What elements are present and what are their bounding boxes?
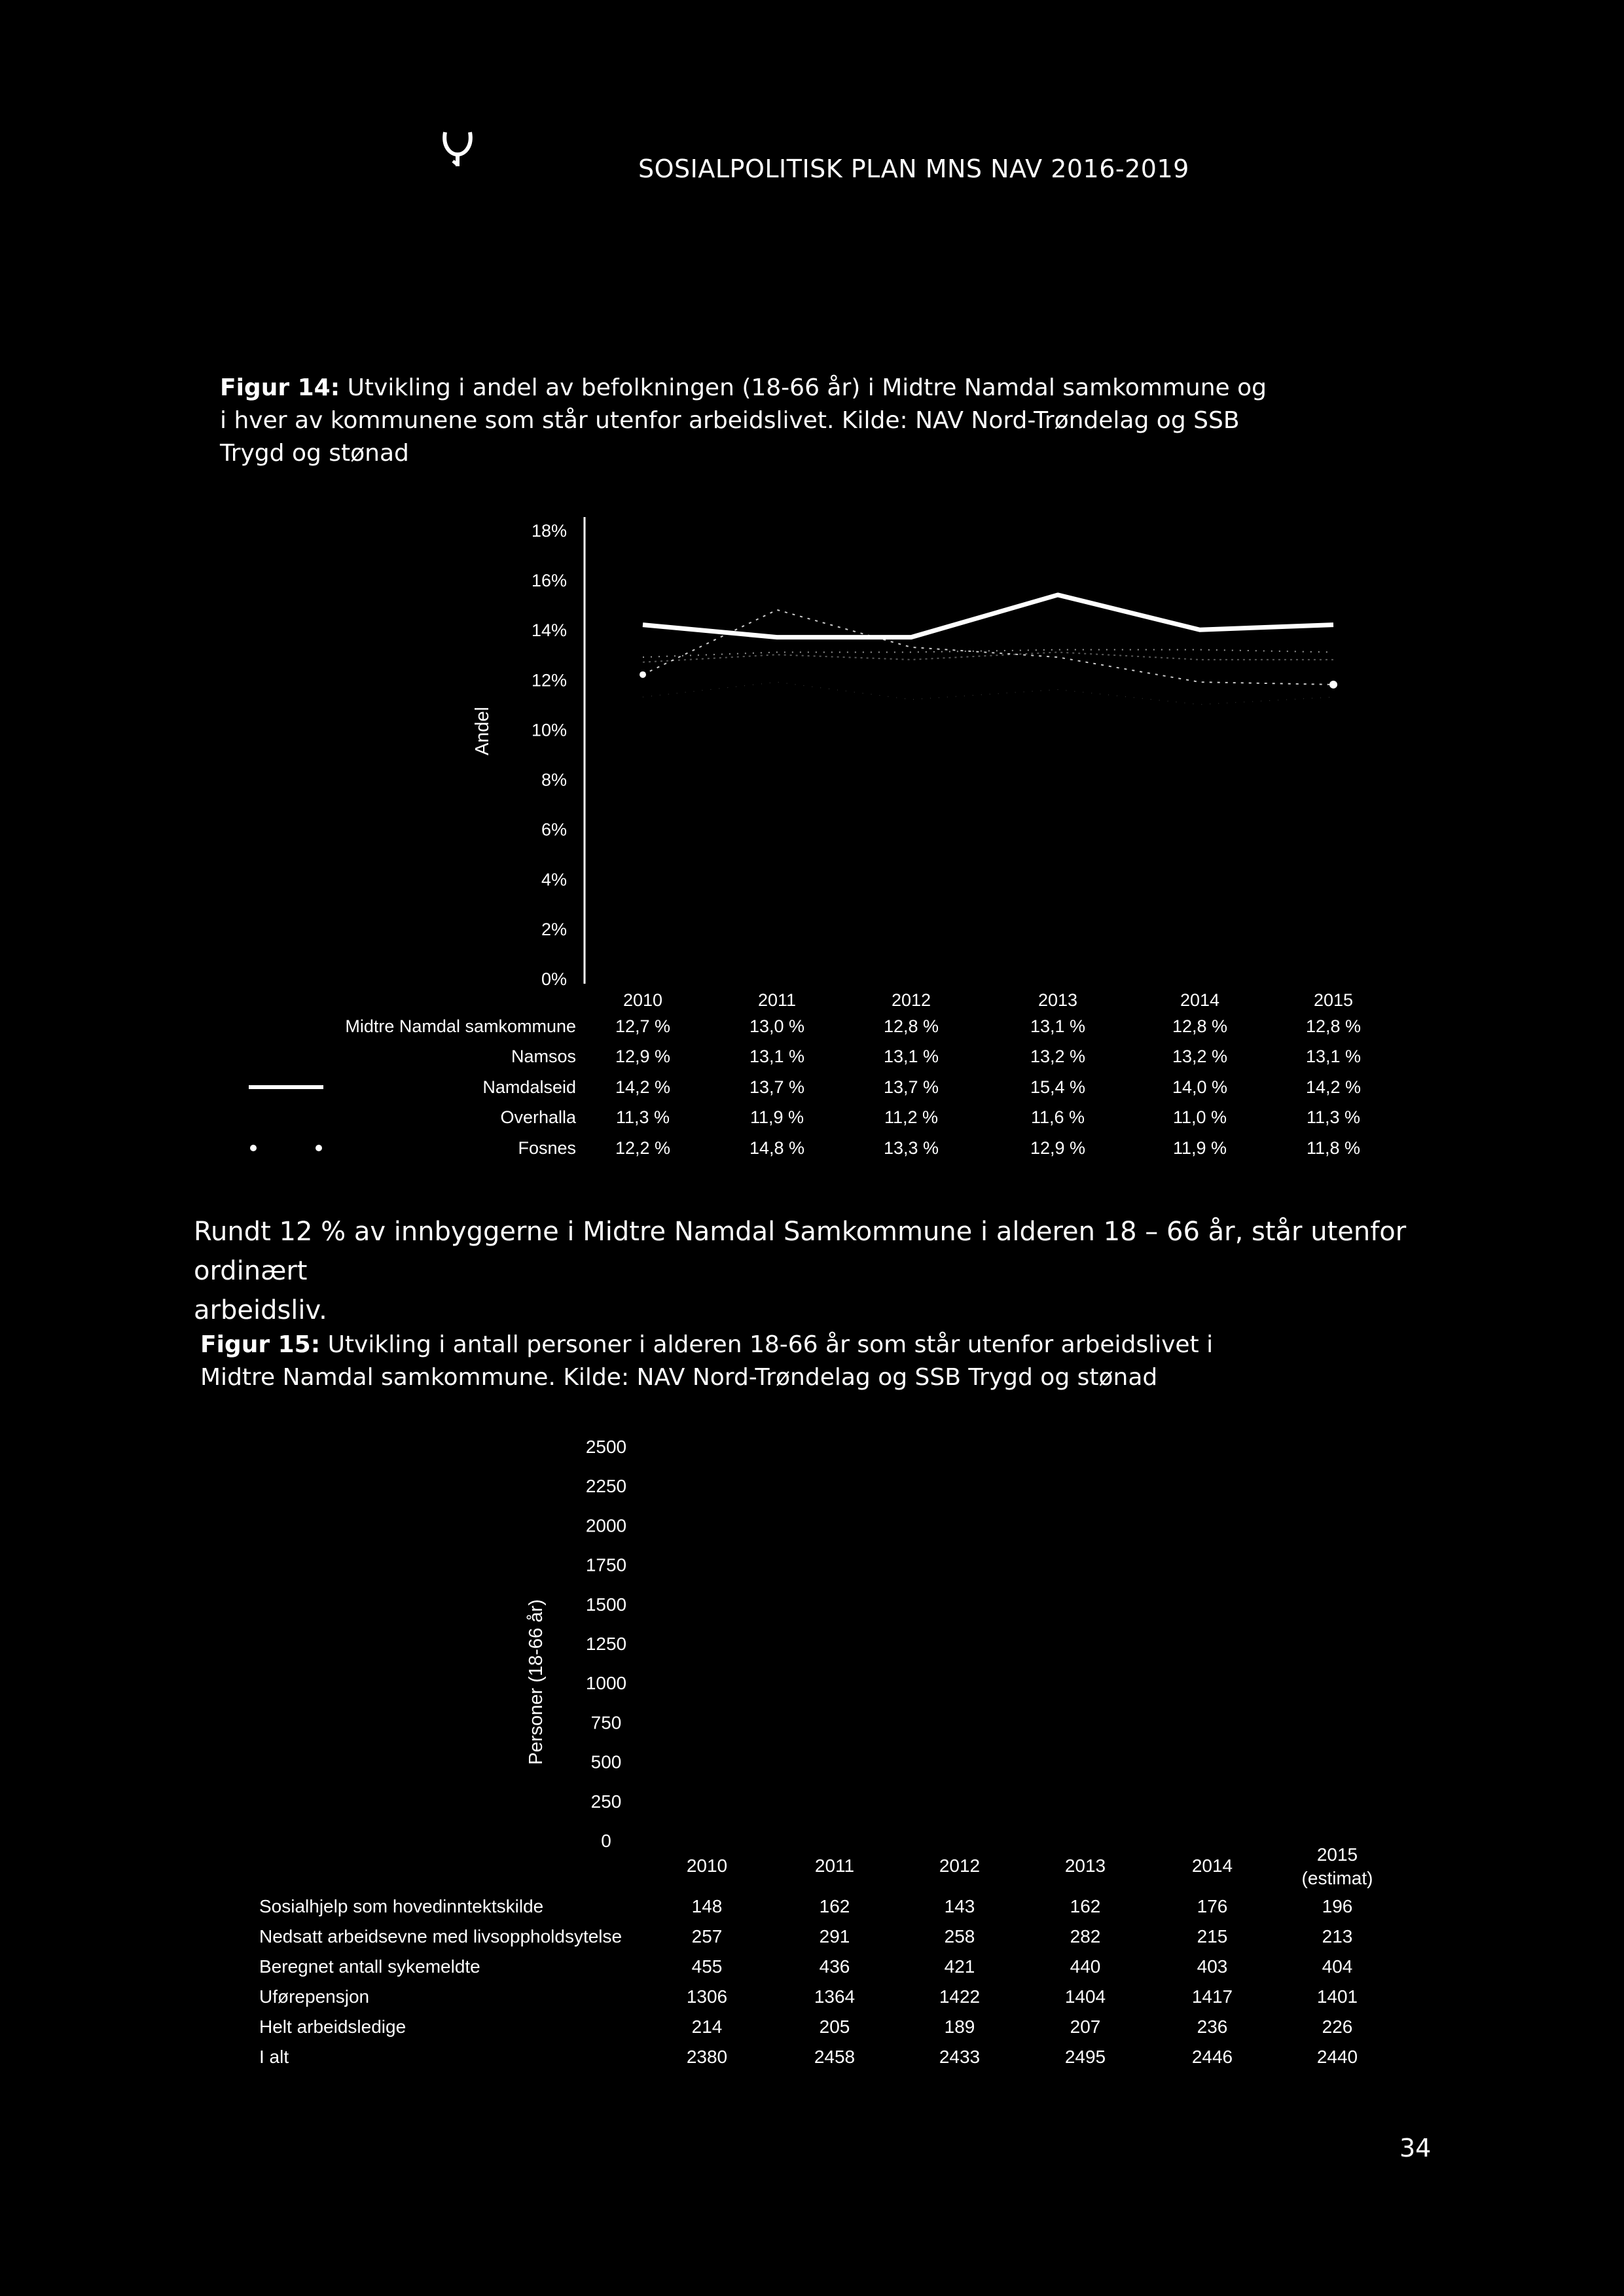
y-axis-title: Andel xyxy=(472,706,493,756)
legend-label: Midtre Namdal samkommune xyxy=(345,1016,576,1036)
data-table-cell: 13,7 % xyxy=(883,1077,939,1097)
legend-label: Helt arbeidsledige xyxy=(259,2017,406,2037)
legend-label: Fosnes xyxy=(518,1138,576,1158)
data-table-cell: 12,9 % xyxy=(615,1047,671,1066)
data-table-cell: 236 xyxy=(1197,2017,1228,2037)
data-table-cell: 12,7 % xyxy=(615,1016,671,1036)
data-table-cell: 455 xyxy=(691,1956,723,1977)
y-tick-label: 6% xyxy=(541,819,567,840)
x-tick-label: 2011 xyxy=(814,1856,855,1876)
page-number: 34 xyxy=(1399,2134,1432,2162)
data-table-cell: 13,1 % xyxy=(1305,1047,1362,1066)
data-table-cell: 215 xyxy=(1197,1926,1228,1946)
data-table-cell: 1401 xyxy=(1316,1986,1358,2007)
y-tick-label: 2% xyxy=(541,919,567,939)
legend-label: I alt xyxy=(259,2047,289,2067)
data-table-cell: 213 xyxy=(1322,1926,1353,1946)
data-table-cell: 11,3 % xyxy=(615,1107,670,1127)
data-table-cell: 11,6 % xyxy=(1030,1107,1085,1127)
y-tick-label: 4% xyxy=(541,869,567,889)
legend-label: Beregnet antall sykemeldte xyxy=(259,1956,480,1977)
data-table-cell: 143 xyxy=(944,1896,975,1916)
data-table-cell: 421 xyxy=(944,1956,975,1977)
x-tick-label: 2015 xyxy=(1316,1844,1358,1865)
data-table-cell: 1404 xyxy=(1064,1986,1106,2007)
data-table-cell: 11,8 % xyxy=(1306,1138,1361,1158)
y-tick-label: 1750 xyxy=(585,1554,627,1575)
data-table-cell: 1364 xyxy=(814,1986,856,2007)
data-table-cell: 1417 xyxy=(1191,1986,1233,2007)
data-table-cell: 11,3 % xyxy=(1306,1107,1361,1127)
y-tick-label: 1000 xyxy=(585,1673,627,1694)
data-table-cell: 2433 xyxy=(939,2047,981,2067)
data-table-cell: 13,2 % xyxy=(1172,1047,1228,1066)
data-table-cell: 403 xyxy=(1197,1956,1228,1977)
data-table-cell: 207 xyxy=(1070,2017,1101,2037)
figure-15-label: Figur 15: xyxy=(200,1331,321,1358)
data-table-cell: 15,4 % xyxy=(1030,1077,1086,1097)
figure-15-caption-line: Utvikling i antall personer i alderen 18-66 år som står utenfor arbeidslivet i xyxy=(320,1331,1214,1358)
data-table-cell: 11,9 % xyxy=(749,1107,804,1127)
data-table-cell: 214 xyxy=(691,2017,723,2037)
data-table-cell: 13,7 % xyxy=(749,1077,805,1097)
data-table-cell: 436 xyxy=(819,1956,850,1977)
data-table-cell: 162 xyxy=(819,1896,850,1916)
y-tick-label: 14% xyxy=(531,620,567,641)
figure-15-caption-line: Midtre Namdal samkommune. Kilde: NAV Nord-Trøndelag og SSB Trygd og stønad xyxy=(200,1364,1158,1391)
data-point xyxy=(640,672,646,678)
y-tick-label: 16% xyxy=(531,571,567,591)
body-paragraph xyxy=(194,1212,1503,1330)
data-table-cell: 1422 xyxy=(939,1986,981,2007)
data-table-cell: 2446 xyxy=(1191,2047,1233,2067)
figure-14-caption-line: i hver av kommunene som står utenfor arbeidslivet. Kilde: NAV Nord-Trøndelag og SSB xyxy=(220,407,1240,434)
data-table-cell: 13,1 % xyxy=(883,1047,939,1066)
x-tick-label: 2015 xyxy=(1313,990,1354,1010)
data-table-cell: 205 xyxy=(819,2017,850,2037)
data-table-cell: 226 xyxy=(1322,2017,1353,2037)
series-line xyxy=(643,682,1333,704)
data-table-cell: 11,9 % xyxy=(1172,1138,1227,1158)
data-table-cell: 12,8 % xyxy=(883,1016,939,1036)
y-tick-label: 2250 xyxy=(585,1476,627,1497)
data-table-cell: 11,2 % xyxy=(884,1107,939,1127)
y-tick-label: 18% xyxy=(531,521,567,541)
data-table-cell: 2458 xyxy=(814,2047,856,2067)
data-table-cell: 13,1 % xyxy=(749,1047,805,1066)
y-tick-label: 0 xyxy=(601,1831,611,1851)
data-table-cell: 14,8 % xyxy=(749,1138,805,1158)
paragraph-line: Rundt 12 % av innbyggerne i Midtre Namdal Samkommune i alderen 18 – 66 år, står utenfor ordinært xyxy=(194,1217,1407,1286)
data-table-cell: 2495 xyxy=(1064,2047,1106,2067)
data-table-cell: 1306 xyxy=(686,1986,728,2007)
data-table-cell: 189 xyxy=(944,2017,975,2037)
x-tick-label: 2014 xyxy=(1180,990,1220,1010)
data-table-cell: 11,0 % xyxy=(1172,1107,1227,1127)
data-table-cell: 282 xyxy=(1070,1926,1101,1946)
legend-key xyxy=(250,1145,257,1151)
data-table-cell: 13,2 % xyxy=(1030,1047,1086,1066)
data-table-cell: 14,2 % xyxy=(1305,1077,1362,1097)
series-line xyxy=(643,610,1333,685)
x-tick-label: 2011 xyxy=(757,990,797,1010)
y-tick-label: 750 xyxy=(590,1712,622,1733)
x-tick-label: 2012 xyxy=(939,1856,981,1876)
y-tick-label: 500 xyxy=(590,1751,622,1772)
page-header-title: SOSIALPOLITISK PLAN MNS NAV 2016-2019 xyxy=(638,154,1189,183)
data-table-cell: 14,2 % xyxy=(615,1077,671,1097)
figure-15-data-table-chart xyxy=(0,1427,1624,2081)
data-table-cell: 12,9 % xyxy=(1030,1138,1086,1158)
figure-14-caption xyxy=(220,372,1280,470)
legend-key xyxy=(316,1145,322,1151)
nav-logo-icon xyxy=(440,128,475,169)
data-table-cell: 440 xyxy=(1070,1956,1101,1977)
y-tick-label: 0% xyxy=(541,969,567,989)
data-table-cell: 13,0 % xyxy=(749,1016,805,1036)
x-tick-label: 2010 xyxy=(623,990,663,1010)
y-tick-label: 250 xyxy=(590,1791,622,1812)
y-tick-label: 8% xyxy=(541,770,567,790)
data-table-cell: 258 xyxy=(944,1926,975,1946)
y-tick-label: 2500 xyxy=(585,1437,627,1457)
data-table-cell: 14,0 % xyxy=(1172,1077,1228,1097)
data-table-cell: 404 xyxy=(1322,1956,1353,1977)
y-tick-label: 10% xyxy=(531,720,567,740)
series-line xyxy=(643,595,1333,637)
x-tick-label: 2010 xyxy=(686,1856,728,1876)
legend-label: Namsos xyxy=(511,1047,576,1066)
y-tick-label: 12% xyxy=(531,670,567,691)
data-table-cell: 12,8 % xyxy=(1305,1016,1362,1036)
y-tick-label: 2000 xyxy=(585,1515,627,1536)
x-tick-label: (estimat) xyxy=(1301,1868,1373,1888)
legend-label: Overhalla xyxy=(500,1107,576,1127)
figure-14-label: Figur 14: xyxy=(220,374,340,401)
paragraph-line: arbeidsliv. xyxy=(194,1295,327,1325)
data-point xyxy=(1329,681,1337,689)
data-table-cell: 162 xyxy=(1070,1896,1101,1916)
figure-14-line-chart xyxy=(0,497,1624,1178)
x-tick-label: 2012 xyxy=(891,990,931,1010)
series-line xyxy=(643,652,1333,662)
data-table-cell: 176 xyxy=(1197,1896,1228,1916)
legend-label: Nedsatt arbeidsevne med livsoppholdsytelse xyxy=(259,1926,623,1946)
x-tick-label: 2013 xyxy=(1064,1856,1106,1876)
y-tick-label: 1500 xyxy=(585,1594,627,1615)
x-tick-label: 2013 xyxy=(1038,990,1078,1010)
x-tick-label: 2014 xyxy=(1191,1856,1233,1876)
data-table-cell: 291 xyxy=(819,1926,850,1946)
data-table-cell: 2380 xyxy=(686,2047,728,2067)
series-line xyxy=(643,650,1333,657)
legend-label: Uførepensjon xyxy=(259,1986,370,2007)
y-tick-label: 1250 xyxy=(585,1634,627,1654)
legend-label: Namdalseid xyxy=(482,1077,576,1097)
data-table-cell: 148 xyxy=(691,1896,723,1916)
figure-14-caption-line: Trygd og stønad xyxy=(220,440,409,467)
y-axis-title: Personer (18-66 år) xyxy=(526,1599,547,1765)
data-table-cell: 12,8 % xyxy=(1172,1016,1228,1036)
figure-14-caption-line: Utvikling i andel av befolkningen (18-66 år) i Midtre Namdal samkommune og xyxy=(340,374,1267,401)
data-table-cell: 196 xyxy=(1322,1896,1353,1916)
data-table-cell: 13,1 % xyxy=(1030,1016,1086,1036)
data-table-cell: 257 xyxy=(691,1926,723,1946)
figure-15-caption xyxy=(200,1329,1313,1394)
legend-label: Sosialhjelp som hovedinntektskilde xyxy=(259,1896,544,1916)
data-table-cell: 2440 xyxy=(1316,2047,1358,2067)
data-table-cell: 12,2 % xyxy=(615,1138,671,1158)
data-table-cell: 13,3 % xyxy=(883,1138,939,1158)
